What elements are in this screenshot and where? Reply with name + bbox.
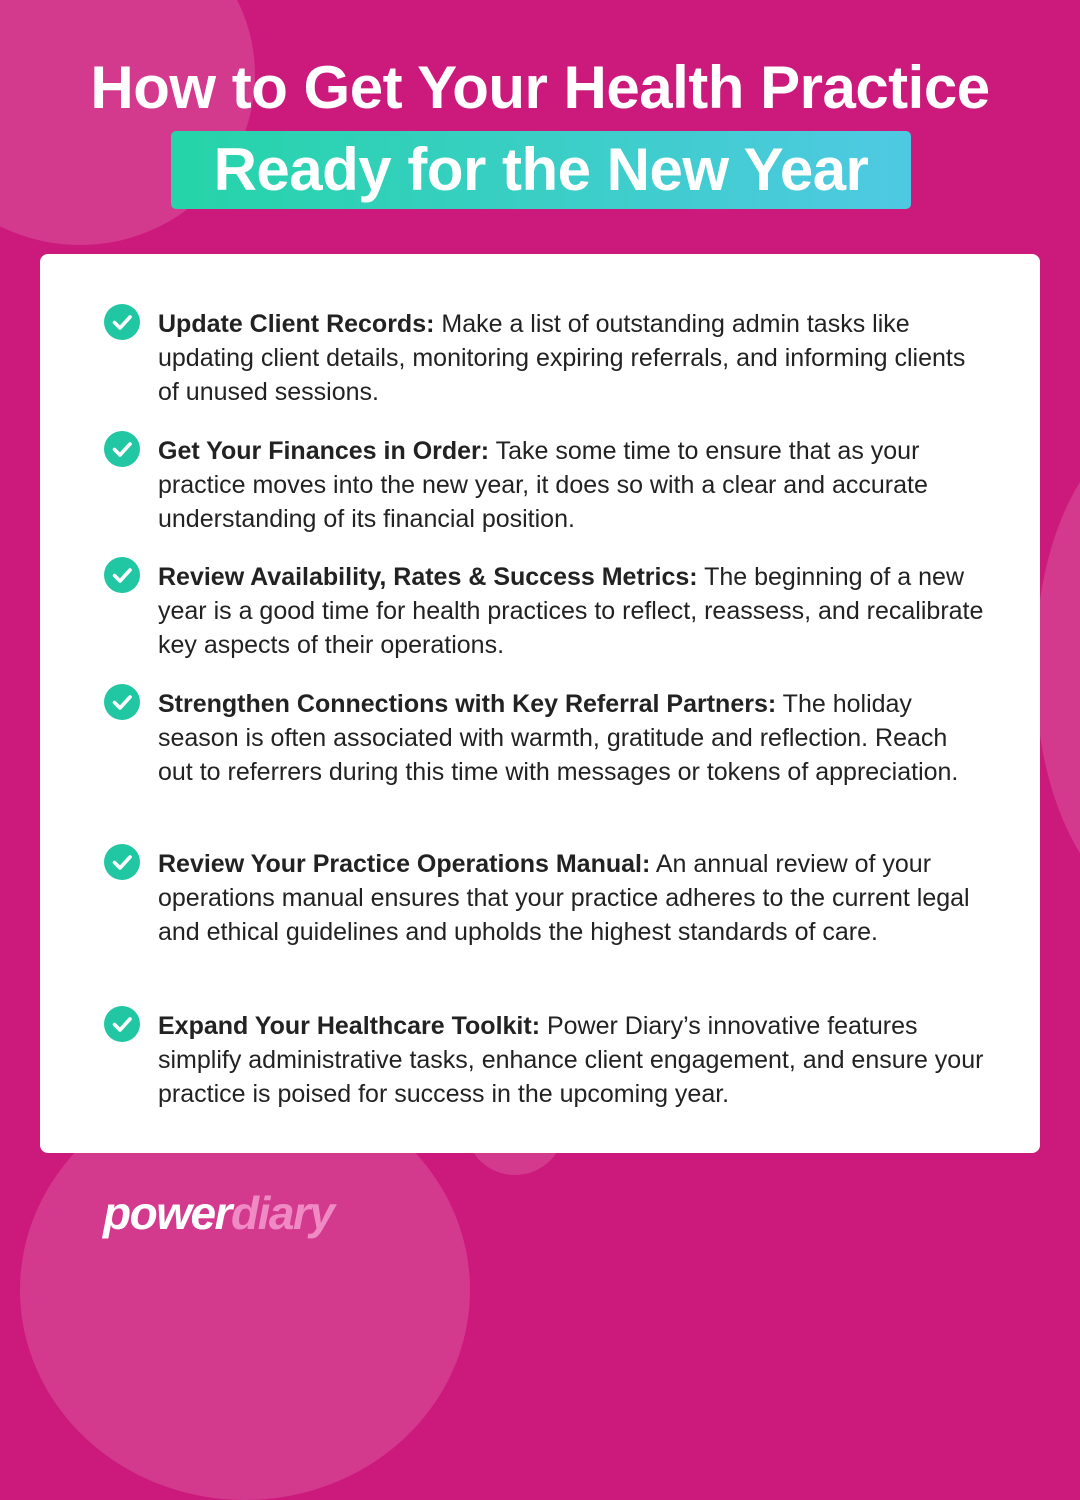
check-circle-icon [104, 304, 140, 340]
list-item-body: Make a list of outstanding admin tasks like updating client details, monitoring expiring referrals, and informing clients of unused sessions. [158, 310, 966, 406]
checklist-card [40, 254, 1040, 1153]
list-item [104, 307, 984, 409]
list-item-text [158, 307, 984, 409]
list-item-body: Power Diary’s innovative features simplify administrative tasks, enhance client engagement, and ensure your practice is poised for success in the upcoming year. [158, 1012, 984, 1108]
list-item-body: The beginning of a new year is a good time for health practices to reflect, reassess, and recalibrate key aspects of their operations. [158, 563, 984, 659]
list-item-text [158, 847, 984, 949]
list-item-body: The holiday season is often associated with warmth, gratitude and reflection. Reach out to referrers during this time with messages or tokens of appreciation. [158, 690, 959, 786]
page-title-line2-highlight: Ready for the New Year [171, 131, 911, 209]
list-item-heading: Update Client Records: [158, 310, 435, 338]
list-item-heading: Strengthen Connections with Key Referral Partners: [158, 690, 777, 718]
check-circle-icon [104, 844, 140, 880]
list-item-heading: Review Your Practice Operations Manual: [158, 850, 651, 878]
decorative-circle-right [1035, 430, 1080, 905]
logo-diary-text: diary [230, 1187, 334, 1239]
list-item-heading: Review Availability, Rates & Success Metrics: [158, 563, 698, 591]
list-item-text [158, 687, 984, 789]
list-item-heading: Expand Your Healthcare Toolkit: [158, 1012, 541, 1040]
page-title-line1: How to Get Your Health Practice [90, 54, 990, 121]
list-item [104, 847, 984, 949]
logo-power-text: power [103, 1187, 231, 1239]
check-circle-icon [104, 684, 140, 720]
check-circle-icon [104, 431, 140, 467]
list-item-text [158, 1009, 984, 1111]
list-item-text [158, 434, 984, 536]
list-item [104, 434, 984, 536]
list-item [104, 560, 984, 662]
check-circle-icon [104, 1006, 140, 1042]
list-item-text [158, 560, 984, 662]
list-item-body: Take some time to ensure that as your practice moves into the new year, it does so with a clear and accurate understanding of its financial position. [158, 437, 928, 533]
list-item-heading: Get Your Finances in Order: [158, 437, 490, 465]
list-item-body: An annual review of your operations manual ensures that your practice adheres to the current legal and ethical guidelines and upholds the highest standards of care. [158, 850, 970, 946]
check-circle-icon [104, 557, 140, 593]
list-item [104, 1009, 984, 1111]
power-diary-logo [103, 1186, 333, 1240]
list-item [104, 687, 984, 789]
